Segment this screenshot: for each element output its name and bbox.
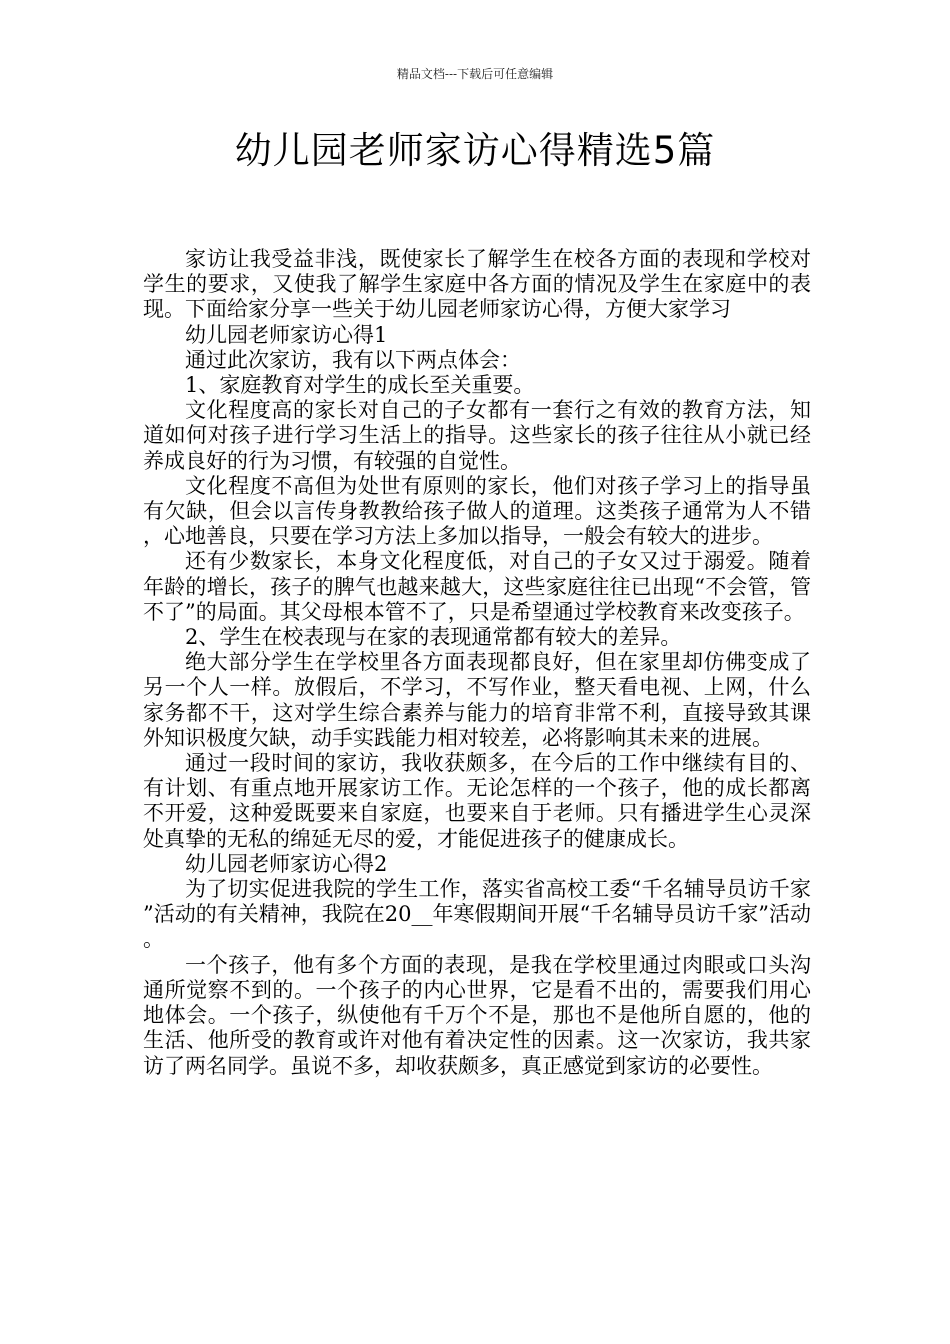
section-heading-2: 幼儿园老师家访心得2 [185,851,388,876]
point-heading-1: 1、家庭教育对学生的成长至关重要。 [185,373,535,398]
document-body [143,247,811,1079]
intro-paragraph: 家访让我受益非浅，既使家长了解学生在校各方面的表现和学校对学生的要求，又使我了解学生家庭中各方面的情况及学生在家庭中的表现。下面给家分享一些关于幼儿园老师家访心得，方便大家学习 [143,247,811,322]
body-paragraph: 文化程度不高但为处世有原则的家长，他们对孩子学习上的指导虽有欠缺，但会以言传身教教给孩子做人的道理。这类孩子通常为人不错，心地善良，只要在学习方法上多加以指导，一般会有较大的进步。 [143,473,811,549]
header-note: 精品文档---下载后可任意编辑 [396,67,554,81]
body-paragraph: 通过一段时间的家访，我收获颇多，在今后的工作中继续有目的、有计划、有重点地开展家访工作。无论怎样的一个孩子，他的成长都离不开爱，这种爱既要来自家庭，也要来自于老师。只有播进学生心灵深处真挚的无私的绵延无尽的爱，才能促进孩子的健康成长。 [143,751,811,851]
document-title: 幼儿园老师家访心得精选5篇 [234,129,716,172]
body-paragraph: 还有少数家长，本身文化程度低，对自己的子女又过于溺爱。随着年龄的增长，孩子的脾气也越来越大，这些家庭往往已出现“不会管，管不了”的局面。其父母根本管不了，只是希望通过学校教育来改变孩子。 [143,549,811,624]
body-paragraph: 文化程度高的家长对自己的子女都有一套行之有效的教育方法，知道如何对孩子进行学习生活上的指导。这些家长的孩子往往从小就已经养成良好的行为习惯，有较强的自觉性。 [143,398,811,473]
body-paragraph: 为了切实促进我院的学生工作，落实省高校工委“千名辅导员访千家”活动的有关精神，我院在20__年寒假期间开展“千名辅导员访千家”活动。 [143,877,811,952]
body-paragraph: 绝大部分学生在学校里各方面表现都良好，但在家里却仿佛变成了另一个人一样。放假后，不学习，不写作业，整天看电视、上网，什么家务都不干，这对学生综合素养与能力的培育非常不利，直接导致其课外知识极度欠缺，动手实践能力相对较差，必将影响其未来的进展。 [143,650,811,750]
point-heading-2: 2、学生在校表现与在家的表现通常都有较大的差异。 [185,625,682,650]
body-paragraph: 一个孩子，他有多个方面的表现，是我在学校里通过肉眼或口头沟通所觉察不到的。一个孩子的内心世界，它是看不出的，需要我们用心地体会。一个孩子，纵使他有千万个不是，那也不是他所自愿的，他的生活、他所受的教育或许对他有着决定性的因素。这一次家访，我共家访了两名同学。虽说不多，却收获颇多，真正感觉到家访的必要性。 [143,952,811,1078]
body-paragraph: 通过此次家访，我有以下两点体会： [185,347,521,372]
section-heading-1: 幼儿园老师家访心得1 [185,322,388,347]
